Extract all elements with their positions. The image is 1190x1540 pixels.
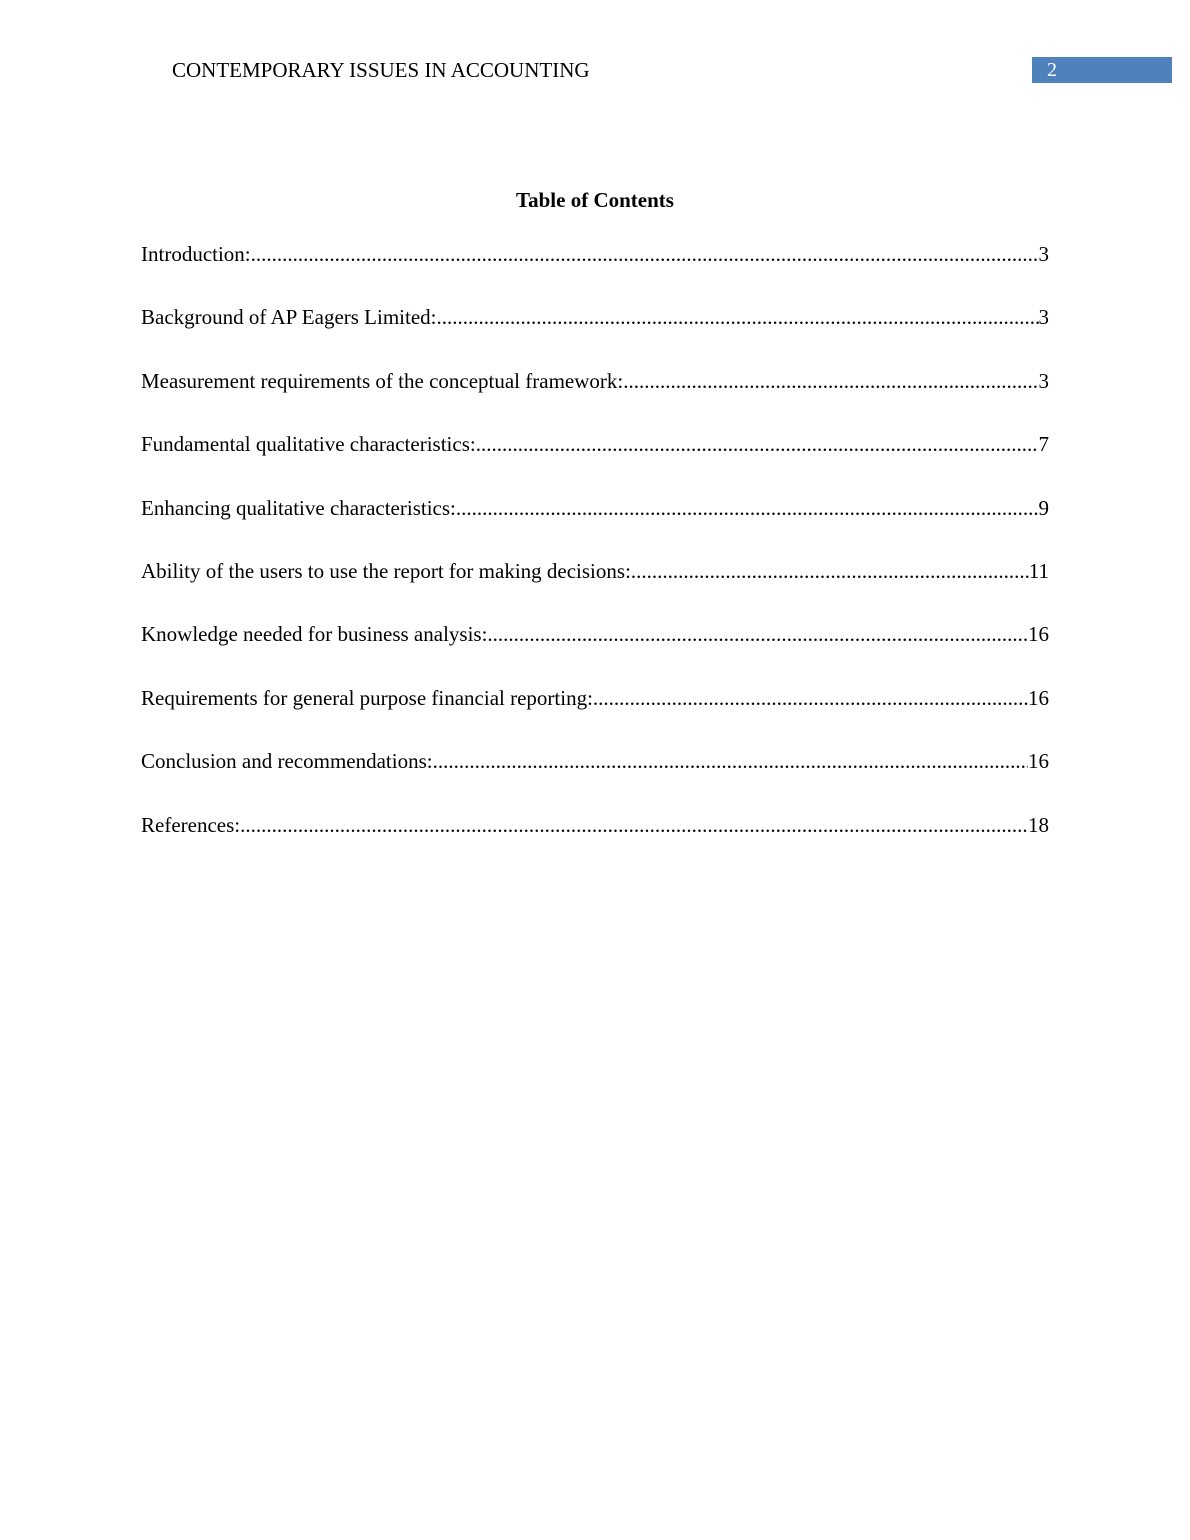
toc-entry-page: 11 xyxy=(1028,558,1049,583)
dot-leader xyxy=(240,811,1028,839)
dot-leader xyxy=(631,557,1029,585)
dot-leader xyxy=(487,620,1028,648)
dot-leader xyxy=(433,747,1028,775)
toc-entry-knowledge-needed[interactable] xyxy=(141,620,1049,683)
toc-entry-page: 16 xyxy=(1028,622,1049,647)
toc-entry-label: Requirements for general purpose financial reporting: xyxy=(141,685,593,710)
dot-leader xyxy=(623,367,1038,395)
toc-entry-label: Knowledge needed for business analysis: xyxy=(141,622,488,647)
toc-entry-label: Fundamental qualitative characteristics: xyxy=(141,432,476,457)
running-header-title: CONTEMPORARY ISSUES IN ACCOUNTING xyxy=(172,58,590,82)
toc-entry-page: 16 xyxy=(1028,685,1049,710)
dot-leader xyxy=(593,684,1028,712)
page-number: 2 xyxy=(1047,59,1057,81)
toc-entry-page: 7 xyxy=(1038,432,1049,457)
toc-entry-label: Ability of the users to use the report for making decisions: xyxy=(141,558,631,583)
toc-entry-measurement-requirements[interactable] xyxy=(141,367,1049,430)
toc-entry-label: Enhancing qualitative characteristics: xyxy=(141,495,456,520)
dot-leader xyxy=(456,494,1039,522)
toc-entry-requirements-gpfr[interactable] xyxy=(141,684,1049,747)
toc-entry-page: 18 xyxy=(1028,812,1049,837)
toc-entry-page: 9 xyxy=(1038,495,1049,520)
page-number-badge xyxy=(1032,57,1172,83)
toc-entry-conclusion[interactable] xyxy=(141,747,1049,810)
toc-entry-fundamental-characteristics[interactable] xyxy=(141,430,1049,493)
toc-list xyxy=(141,240,1049,874)
toc-entry-label: Background of AP Eagers Limited: xyxy=(141,305,437,330)
toc-entry-page: 16 xyxy=(1028,749,1049,774)
toc-entry-label: Conclusion and recommendations: xyxy=(141,749,433,774)
toc-entry-ability-of-users[interactable] xyxy=(141,557,1049,620)
dot-leader xyxy=(437,303,1039,331)
toc-entry-references[interactable] xyxy=(141,811,1049,874)
toc-entry-page: 3 xyxy=(1038,305,1049,330)
toc-entry-enhancing-characteristics[interactable] xyxy=(141,494,1049,557)
dot-leader xyxy=(476,430,1039,458)
toc-entry-page: 3 xyxy=(1038,368,1049,393)
toc-heading: Table of Contents xyxy=(516,188,674,212)
dot-leader xyxy=(251,240,1039,268)
toc-entry-label: Introduction: xyxy=(141,242,251,266)
toc-entry-label: References: xyxy=(141,812,241,837)
toc-entry-background[interactable] xyxy=(141,303,1049,366)
toc-entry-page: 3 xyxy=(1038,242,1049,266)
toc-entry-introduction[interactable] xyxy=(141,240,1049,303)
toc-entry-label: Measurement requirements of the conceptual framework: xyxy=(141,368,624,393)
